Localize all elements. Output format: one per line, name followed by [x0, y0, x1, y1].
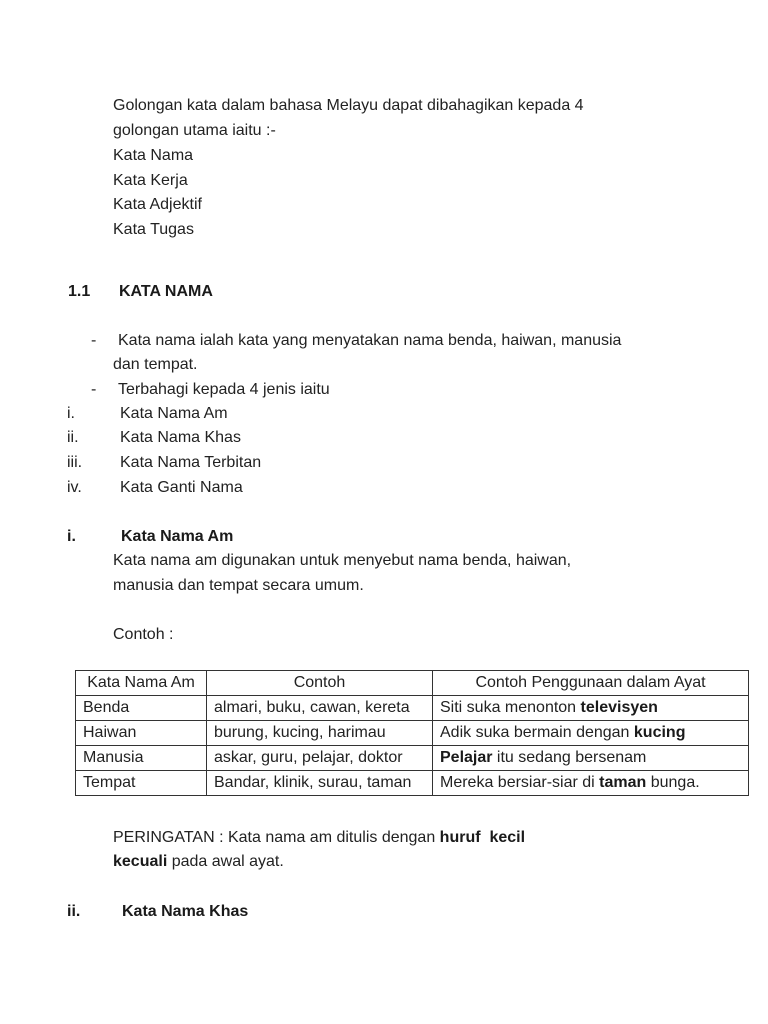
intro-line-2: golongan utama iaitu :- [113, 122, 276, 139]
bullet-dash: - [91, 381, 97, 398]
table-header-row [76, 671, 749, 696]
subsection-desc-cont: manusia dan tempat secara umum. [113, 577, 364, 594]
subsection-title: Kata Nama Am [121, 528, 234, 545]
subsection-desc: Kata nama am digunakan untuk menyebut nama benda, haiwan, [113, 552, 572, 569]
intro-item: Kata Tugas [113, 221, 194, 238]
table-cell-category: Manusia [76, 746, 207, 771]
table-cell-sentence: Siti suka menonton televisyen [433, 696, 749, 721]
table-cell-category: Benda [76, 696, 207, 721]
table-cell-examples: almari, buku, cawan, kereta [207, 696, 433, 721]
table-cell-category: Tempat [76, 771, 207, 796]
table-cell-examples: Bandar, klinik, surau, taman [207, 771, 433, 796]
table-header: Kata Nama Am [76, 671, 207, 696]
intro-item: Kata Kerja [113, 172, 188, 189]
peringatan-note-cont: kecuali pada awal ayat. [113, 853, 284, 870]
table-row [76, 721, 749, 746]
subsection-number: ii. [67, 903, 81, 920]
type-number: ii. [67, 429, 79, 446]
table-cell-sentence: Mereka bersiar-siar di taman bunga. [433, 771, 749, 796]
section-number: 1.1 [68, 283, 91, 300]
type-label: Kata Nama Am [120, 405, 228, 422]
peringatan-note: PERINGATAN : Kata nama am ditulis dengan huruf kecil [113, 829, 526, 846]
table-cell-sentence: Pelajar itu sedang bersenam [433, 746, 749, 771]
table-cell-category: Haiwan [76, 721, 207, 746]
type-label: Kata Nama Terbitan [120, 454, 262, 471]
table-row [76, 771, 749, 796]
table-cell-sentence: Adik suka bermain dengan kucing [433, 721, 749, 746]
bullet-text: Kata nama ialah kata yang menyatakan nama benda, haiwan, manusia [118, 332, 622, 349]
subsection-number: i. [67, 528, 76, 545]
table-header: Contoh Penggunaan dalam Ayat [433, 671, 749, 696]
type-number: iii. [67, 454, 83, 471]
type-number: i. [67, 405, 75, 422]
table-cell-examples: burung, kucing, harimau [207, 721, 433, 746]
example-table [75, 670, 749, 796]
intro-line-1: Golongan kata dalam bahasa Melayu dapat dibahagikan kepada 4 [113, 97, 584, 114]
table-row [76, 696, 749, 721]
contoh-label: Contoh : [113, 626, 174, 643]
type-label: Kata Nama Khas [120, 429, 241, 446]
type-label: Kata Ganti Nama [120, 479, 243, 496]
section-title: KATA NAMA [119, 283, 213, 300]
subsection-title: Kata Nama Khas [122, 903, 249, 920]
table-cell-examples: askar, guru, pelajar, doktor [207, 746, 433, 771]
type-number: iv. [67, 479, 82, 496]
intro-item: Kata Adjektif [113, 196, 202, 213]
intro-item: Kata Nama [113, 147, 194, 164]
table-row [76, 746, 749, 771]
bullet-text: Terbahagi kepada 4 jenis iaitu [118, 381, 330, 398]
bullet-text-cont: dan tempat. [113, 356, 198, 373]
bullet-dash: - [91, 332, 97, 349]
table-header: Contoh [207, 671, 433, 696]
